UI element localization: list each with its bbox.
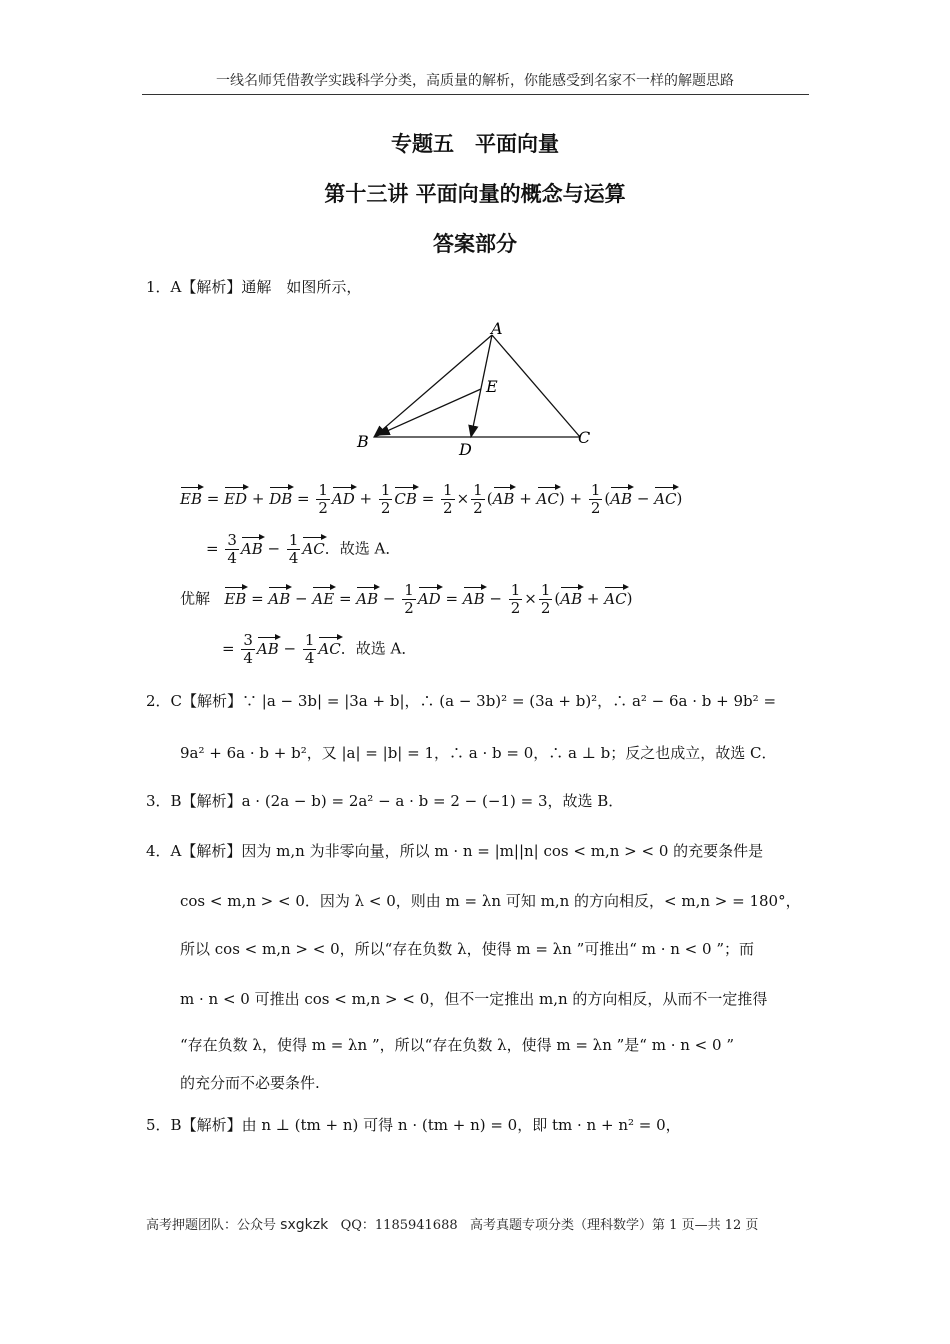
footer-qq: QQ：1185941688 xyxy=(340,1218,458,1233)
page-footer xyxy=(146,1214,758,1233)
q1-eq-line1: EB = ED + DB = $\frac{1}{2}$ AD + $\frac{1}{2}$ CB = $\frac{1}{2}$ × $\frac{1}{2}$ (AB + AC) + $\frac{1}{2}$ (AB − AC) xyxy=(180,481,683,517)
footer-brand: sxgkzk xyxy=(280,1217,329,1233)
label-a: A xyxy=(491,319,503,338)
q1-choose2: ．故选 A． xyxy=(340,639,417,658)
q4-line5: “存在负数 λ，使得 m = λn ”，所以“存在负数 λ，使得 m = λn ”是“ m · n < 0 ” xyxy=(180,1036,734,1054)
q4-line2: cos < m,n > < 0．因为 λ < 0，则由 m = λn 可知 m,n 的方向相反，< m,n > = 180°， xyxy=(180,892,801,910)
q4-line3: 所以 cos < m,n > < 0，所以“存在负数 λ，使得 m = λn ”可推出“ m · n < 0 ”；而 xyxy=(180,940,754,958)
topic-title: 专题五 平面向量 xyxy=(391,132,559,156)
q1-lead: 1．A【解析】通解 如图所示， xyxy=(146,278,362,296)
label-e: E xyxy=(486,377,498,396)
label-c: C xyxy=(578,428,591,447)
header-rule xyxy=(142,94,809,95)
q2-line2: 9a² + 6a · b + b²，又 |a| = |b| = 1，∴ a · b = 0，∴ a ⊥ b；反之也成立，故选 C． xyxy=(180,744,777,762)
vector-eb xyxy=(378,389,481,435)
q5-line: 5．B【解析】由 n ⊥ (tm + n) 可得 n · (tm + n) = 0，即 tm · n + n² = 0， xyxy=(146,1116,681,1134)
label-b: B xyxy=(357,432,369,451)
label-d: D xyxy=(459,440,472,459)
answer-section-title: 答案部分 xyxy=(433,232,517,256)
q1-eq-line4: = $\frac{3}{4}$ AB − $\frac{1}{4}$ AC．故选 A． xyxy=(222,631,417,667)
q4-line4: m · n < 0 可推出 cos < m,n > < 0，但不一定推出 m,n 的方向相反，从而不一定推得 xyxy=(180,990,768,1008)
q1-alt-label: 优解 xyxy=(180,589,211,608)
triangle-diagram xyxy=(340,315,620,465)
q4-line6: 的充分而不必要条件. xyxy=(180,1074,320,1092)
q1-eq-line2: = $\frac{3}{4}$ AB − $\frac{1}{4}$ AC．故选 A． xyxy=(206,531,401,567)
q1-eq-line3: 优解 EB = AB − AE = AB − $\frac{1}{2}$ AD = AB − $\frac{1}{2}$ × $\frac{1}{2}$ (AB + AC) xyxy=(180,581,633,617)
side-ac xyxy=(492,335,580,437)
footer-right: 高考真题专项分类（理科数学）第 1 页—共 12 页 xyxy=(470,1218,759,1233)
footer-left: 高考押题团队：公众号 xyxy=(146,1218,277,1233)
page-header: 一线名师凭借教学实践科学分类，高质量的解析，你能感受到名家不一样的解题思路 xyxy=(216,73,734,89)
lecture-title: 第十三讲 平面向量的概念与运算 xyxy=(324,182,626,206)
q2-line1: 2．C【解析】∵ |a − 3b| = |3a + b|，∴ (a − 3b)² = (3a + b)²，∴ a² − 6a · b + 9b² = xyxy=(146,692,777,710)
q3-line: 3．B【解析】a · (2a − b) = 2a² − a · b = 2 − (−1) = 3，故选 B． xyxy=(146,792,624,810)
q1-choose: ．故选 A． xyxy=(324,539,401,558)
q4-line1: 4．A【解析】因为 m,n 为非零向量，所以 m · n = |m||n| cos < m,n > < 0 的充要条件是 xyxy=(146,842,764,860)
